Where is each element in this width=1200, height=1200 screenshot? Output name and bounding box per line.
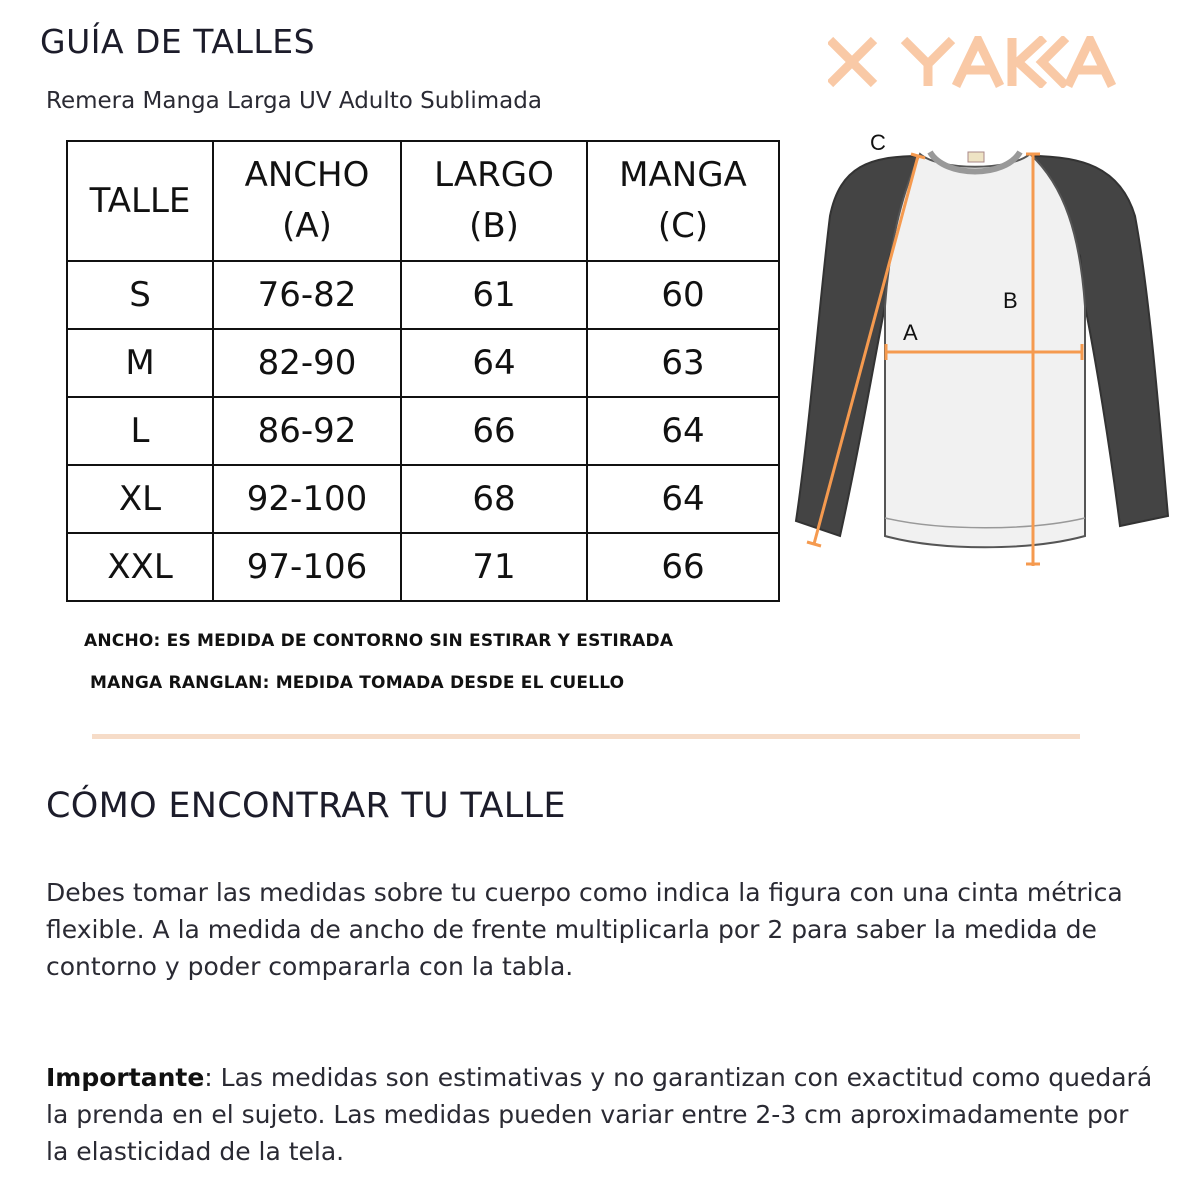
cell-talle: M xyxy=(67,329,213,397)
cell-largo: 71 xyxy=(401,533,587,601)
table-row xyxy=(67,397,779,465)
cell-largo: 64 xyxy=(401,329,587,397)
cell-largo: 68 xyxy=(401,465,587,533)
collar-label xyxy=(968,152,984,162)
cell-talle: XXL xyxy=(67,533,213,601)
cell-manga: 64 xyxy=(587,465,779,533)
cell-talle: L xyxy=(67,397,213,465)
table-row xyxy=(67,329,779,397)
label-c: C xyxy=(870,130,886,155)
table-header-row xyxy=(67,141,779,261)
note-ancho: ANCHO: ES MEDIDA DE CONTORNO SIN ESTIRAR Y ESTIRADA xyxy=(84,631,674,651)
important-label: Importante xyxy=(46,1063,205,1092)
yakka-logo xyxy=(828,36,1128,88)
cell-manga: 63 xyxy=(587,329,779,397)
label-a: A xyxy=(903,320,918,345)
cell-talle: XL xyxy=(67,465,213,533)
page-title: GUÍA DE TALLES xyxy=(40,22,316,61)
header-largo: LARGO (B) xyxy=(401,141,587,261)
section-divider xyxy=(92,734,1080,739)
header-manga: MANGA (C) xyxy=(587,141,779,261)
cell-largo: 66 xyxy=(401,397,587,465)
table-row xyxy=(67,261,779,329)
important-text: : Las medidas son estimativas y no garantizan con exactitud como quedará la prenda en el sujeto. Las medidas pueden variar entre 2-3 cm aproximadamente por la elasticidad de la tela. xyxy=(46,1063,1153,1166)
label-b: B xyxy=(1003,288,1018,313)
cell-manga: 64 xyxy=(587,397,779,465)
header-ancho: ANCHO (A) xyxy=(213,141,401,261)
cell-manga: 60 xyxy=(587,261,779,329)
howto-title: CÓMO ENCONTRAR TU TALLE xyxy=(46,786,566,826)
cell-manga: 66 xyxy=(587,533,779,601)
cell-ancho: 82-90 xyxy=(213,329,401,397)
table-row xyxy=(67,533,779,601)
cell-ancho: 97-106 xyxy=(213,533,401,601)
header-talle: TALLE xyxy=(67,141,213,261)
shirt-diagram xyxy=(790,126,1180,566)
howto-paragraph: Debes tomar las medidas sobre tu cuerpo como indica la figura con una cinta métrica flexible. A la medida de ancho de frente multiplicarla por 2 para saber la medida de contorno y poder compararla con la tabla. xyxy=(46,878,1123,981)
important-paragraph xyxy=(46,1059,1156,1170)
cell-ancho: 76-82 xyxy=(213,261,401,329)
cell-ancho: 92-100 xyxy=(213,465,401,533)
size-table xyxy=(66,140,780,602)
note-manga: MANGA RANGLAN: MEDIDA TOMADA DESDE EL CUELLO xyxy=(90,673,625,693)
table-row xyxy=(67,465,779,533)
cell-ancho: 86-92 xyxy=(213,397,401,465)
cell-talle: S xyxy=(67,261,213,329)
cell-largo: 61 xyxy=(401,261,587,329)
product-subtitle: Remera Manga Larga UV Adulto Sublimada xyxy=(46,88,542,114)
